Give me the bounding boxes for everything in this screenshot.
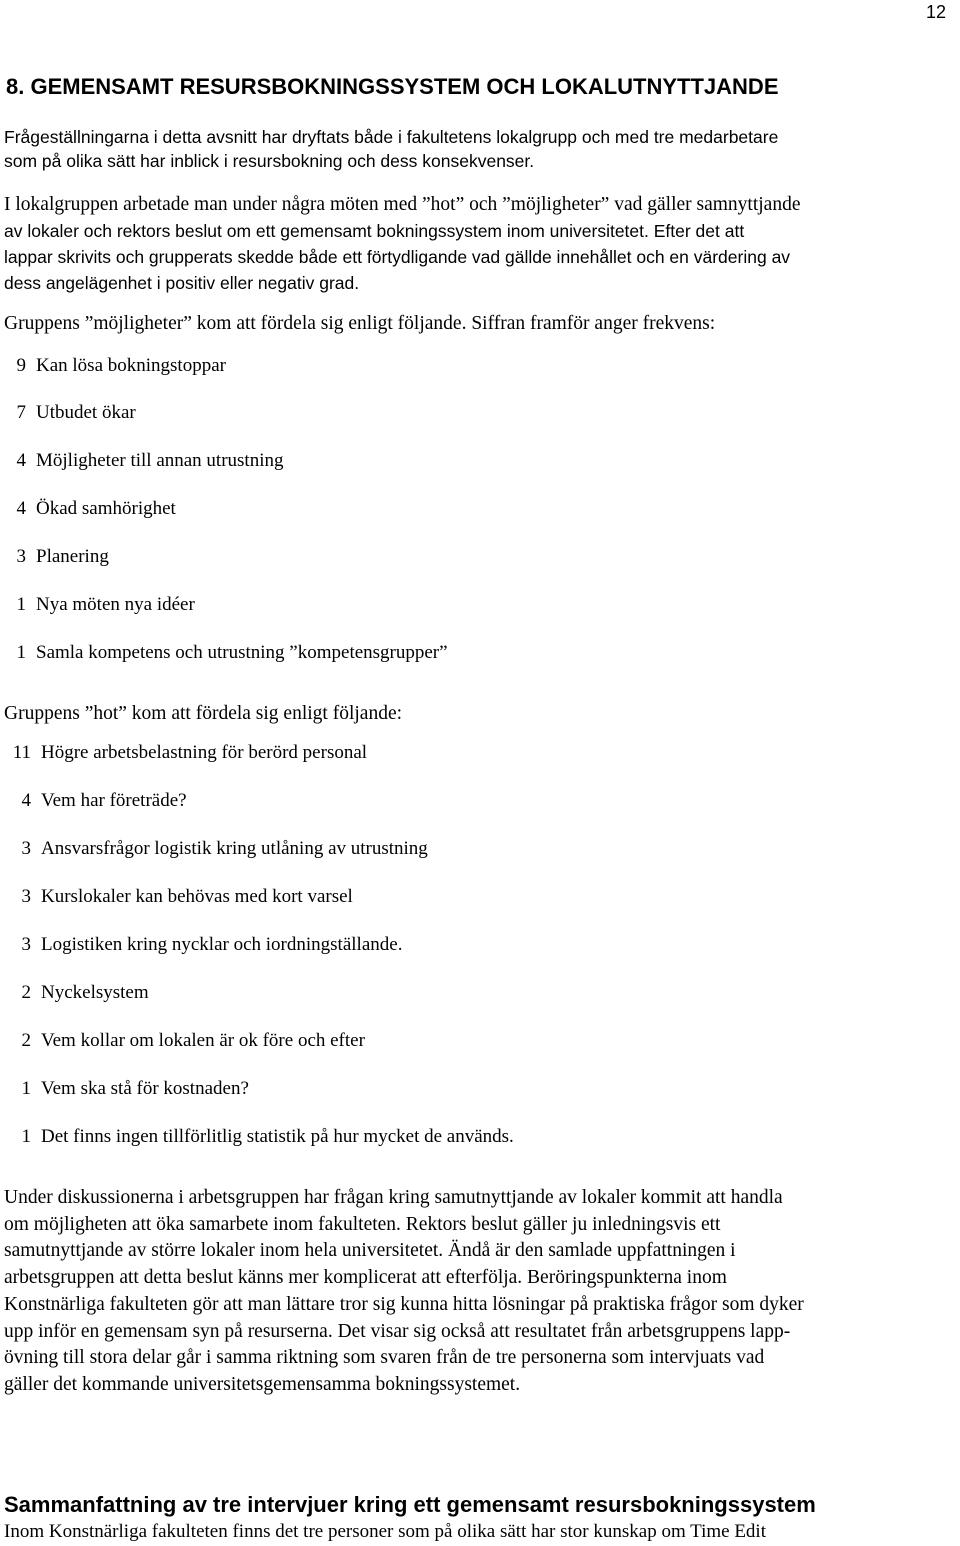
summary-heading: Sammanfattning av tre intervjuer kring ett gemensamt resursbokningssystem (4, 1492, 816, 1517)
discussion-line: samutnyttjande av större lokaler inom hela universitetet. Ändå är den samlade uppfattningen i (4, 1240, 736, 1262)
intro-line: Frågeställningarna i detta avsnitt har dryftats både i fakultetens lokalgrupp och med tre medarbetare (4, 127, 779, 147)
list-item (0, 641, 448, 665)
discussion-line: Under diskussionerna i arbetsgruppen har frågan kring samutnyttjande av lokaler kommit att handla (4, 1187, 783, 1208)
lokalgrupp-line: lappar skrivits och grupperats skedde både ett förtydligande vad gällde innehållet och en värdering av (4, 247, 791, 267)
list-item (0, 837, 428, 861)
item-text: Ökad samhörighet (36, 498, 176, 519)
item-text: Planering (36, 546, 109, 567)
item-text: Logistiken kring nycklar och iordningställande. (41, 934, 403, 955)
item-text: Vem ska stå för kostnaden? (41, 1078, 249, 1099)
intro-paragraph (4, 125, 958, 173)
list-item (0, 1077, 249, 1101)
item-text: Det finns ingen tillförlitlig statistik på hur mycket de används. (41, 1126, 514, 1147)
frequency-count: 2 (21, 1030, 31, 1051)
discussion-line: om möjligheten att öka samarbete inom fakulteten. Rektors beslut gäller ju inledningsvis ett (4, 1213, 721, 1235)
frequency-count: 4 (16, 498, 26, 519)
summary-line: Inom Konstnärliga fakulteten finns det tre personer som på olika sätt har stor kunskap om Time Edit (4, 1521, 766, 1542)
hot-intro: Gruppens ”hot” kom att fördela sig enligt följande: (4, 703, 403, 724)
discussion-line: upp inför en gemensam syn på resurserna. Det visar sig också att resultatet från arbetsgruppens lapp- (4, 1320, 791, 1342)
list-item (0, 981, 149, 1005)
item-text: Vem kollar om lokalen är ok före och efter (41, 1030, 365, 1051)
item-text: Vem har företräde? (41, 790, 187, 811)
lokalgrupp-paragraph (4, 192, 958, 296)
discussion-line: arbetsgruppen att detta beslut känns mer komplicerat att efterfölja. Beröringspunkterna inom (4, 1267, 727, 1289)
frequency-count: 3 (21, 886, 31, 907)
mojligheter-intro: Gruppens ”möjligheter” kom att fördela sig enligt följande. Siffran framför anger frekvens: (4, 313, 716, 334)
discussion-line: övning till stora delar går i samma riktning som svaren från de tre personerna som intervjuats vad (4, 1347, 765, 1369)
item-text: Möjligheter till annan utrustning (36, 450, 284, 471)
section-heading: 8. GEMENSAMT RESURSBOKNINGSSYSTEM OCH LOKALUTNYTTJANDE (6, 74, 779, 99)
frequency-count: 2 (21, 982, 31, 1003)
list-item (0, 449, 284, 473)
frequency-count: 1 (16, 642, 26, 663)
frequency-count: 1 (16, 594, 26, 615)
discussion-line: gäller det kommande universitetsgemensamma bokningssystemet. (4, 1373, 521, 1395)
page-number: 12 (925, 2, 946, 22)
item-text: Ansvarsfrågor logistik kring utlåning av utrustning (41, 838, 428, 859)
list-item (0, 593, 195, 617)
item-text: Nyckelsystem (41, 982, 149, 1003)
discussion-paragraph (4, 1185, 958, 1399)
item-text: Utbudet ökar (36, 402, 136, 423)
frequency-count: 3 (21, 934, 31, 955)
list-item (0, 354, 226, 378)
list-item (0, 1029, 365, 1053)
list-item (0, 933, 402, 957)
frequency-count: 4 (21, 790, 31, 811)
list-item (0, 1125, 514, 1149)
list-item (0, 401, 136, 425)
list-item (0, 497, 176, 521)
frequency-count: 3 (16, 546, 26, 567)
item-text: Kurslokaler kan behövas med kort varsel (41, 886, 353, 907)
list-item (0, 741, 367, 765)
frequency-count: 3 (21, 838, 31, 859)
intro-line: som på olika sätt har inblick i resursbokning och dess konsekvenser. (4, 151, 535, 171)
frequency-count: 9 (16, 355, 26, 376)
frequency-count: 11 (12, 742, 31, 763)
discussion-line: Konstnärliga fakulteten gör att man lättare tror sig kunna hitta lösningar på praktiska frågor som dyker (4, 1293, 804, 1315)
frequency-count: 4 (16, 450, 26, 471)
list-item (0, 789, 187, 813)
item-text: Kan lösa bokningstoppar (36, 355, 226, 376)
list-item (0, 885, 353, 909)
item-text: Högre arbetsbelastning för berörd personal (41, 742, 368, 763)
frequency-count: 1 (21, 1078, 31, 1099)
item-text: Nya möten nya idéer (36, 594, 195, 615)
list-item (0, 545, 109, 569)
frequency-count: 7 (16, 402, 26, 423)
lokalgrupp-line: dess angelägenhet i positiv eller negativ grad. (4, 273, 360, 293)
lokalgrupp-line: av lokaler och rektors beslut om ett gemensamt bokningssystem inom universitetet. Efter det att (4, 221, 745, 241)
lokalgrupp-line: I lokalgruppen arbetade man under några möten med ”hot” och ”möjligheter” vad gäller samnyttjande (4, 194, 801, 215)
item-text: Samla kompetens och utrustning ”kompetensgrupper” (36, 642, 448, 663)
frequency-count: 1 (21, 1126, 31, 1147)
